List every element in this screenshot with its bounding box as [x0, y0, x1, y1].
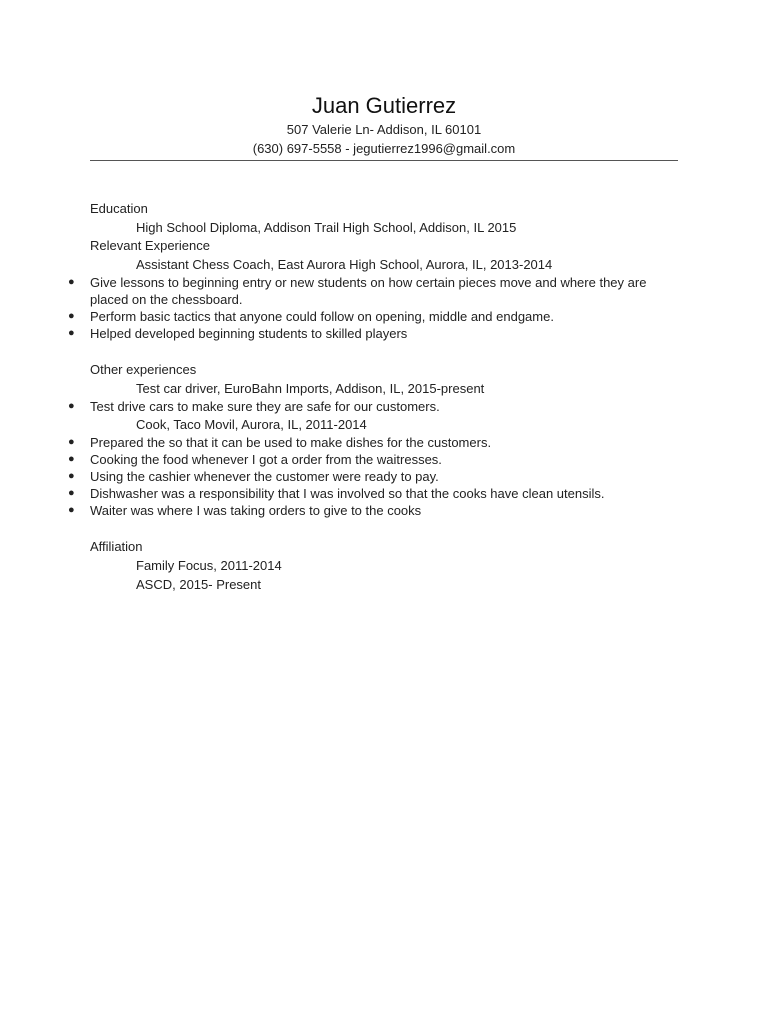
bullet-icon: ● — [68, 310, 75, 322]
list-item — [0, 398, 768, 415]
bullet-icon: ● — [68, 453, 75, 465]
affiliation-entry: Family Focus, 2011-2014 — [136, 558, 282, 573]
section-spacer — [0, 342, 768, 361]
address-line: 507 Valerie Ln- Addison, IL 60101 — [286, 122, 482, 137]
list-item — [0, 468, 768, 485]
bullet-icon: ● — [68, 400, 75, 412]
cook-entry: Cook, Taco Movil, Aurora, IL, 2011-2014 — [136, 417, 367, 432]
affiliation-entry: ASCD, 2015- Present — [136, 577, 262, 592]
test-driver-entry: Test car driver, EuroBahn Imports, Addison, IL, 2015-present — [136, 381, 485, 396]
list-item — [0, 451, 768, 468]
bullet-icon: ● — [68, 470, 75, 482]
applicant-name: Juan Gutierrez — [311, 93, 457, 118]
affiliation-heading: Affiliation — [90, 539, 143, 554]
header-divider — [90, 160, 678, 161]
resume-header — [90, 92, 678, 158]
bullet-text: Waiter was where I was taking orders to give to the cooks — [90, 503, 422, 518]
bullet-text: Prepared the so that it can be used to make dishes for the customers. — [90, 435, 492, 450]
education-entry: High School Diploma, Addison Trail High School, Addison, IL 2015 — [136, 220, 517, 235]
bullet-text: Perform basic tactics that anyone could follow on opening, middle and endgame. — [90, 309, 554, 324]
bullet-icon: ● — [68, 487, 75, 499]
list-item — [0, 485, 768, 502]
section-spacer — [0, 519, 768, 538]
list-item — [0, 502, 768, 519]
list-item — [0, 434, 768, 451]
education-heading: Education — [90, 201, 148, 216]
bullet-text: Dishwasher was a responsibility that I was involved so that the cooks have clean utensils. — [90, 486, 605, 501]
resume-body — [0, 200, 768, 594]
list-item — [0, 325, 768, 342]
bullet-text: Using the cashier whenever the customer were ready to pay. — [90, 469, 439, 484]
bullet-icon: ● — [68, 504, 75, 516]
relevant-experience-heading: Relevant Experience — [90, 238, 210, 253]
contact-line: (630) 697-5558 - jegutierrez1996@gmail.com — [252, 141, 516, 156]
cook-bullets — [0, 434, 768, 519]
chess-coach-entry: Assistant Chess Coach, East Aurora High School, Aurora, IL, 2013-2014 — [136, 257, 553, 272]
bullet-text: Helped developed beginning students to skilled players — [90, 326, 408, 341]
test-driver-bullets — [0, 398, 768, 415]
bullet-text: Give lessons to beginning entry or new students on how certain pieces move and where they are placed on the chessboard. — [90, 275, 647, 307]
chess-coach-bullets — [0, 274, 768, 342]
list-item — [0, 308, 768, 325]
other-experiences-heading: Other experiences — [90, 362, 197, 377]
bullet-text: Test drive cars to make sure they are safe for our customers. — [90, 399, 440, 414]
bullet-icon: ● — [68, 327, 75, 339]
list-item — [0, 274, 768, 308]
bullet-icon: ● — [68, 436, 75, 448]
bullet-icon: ● — [68, 276, 75, 288]
bullet-text: Cooking the food whenever I got a order from the waitresses. — [90, 452, 442, 467]
